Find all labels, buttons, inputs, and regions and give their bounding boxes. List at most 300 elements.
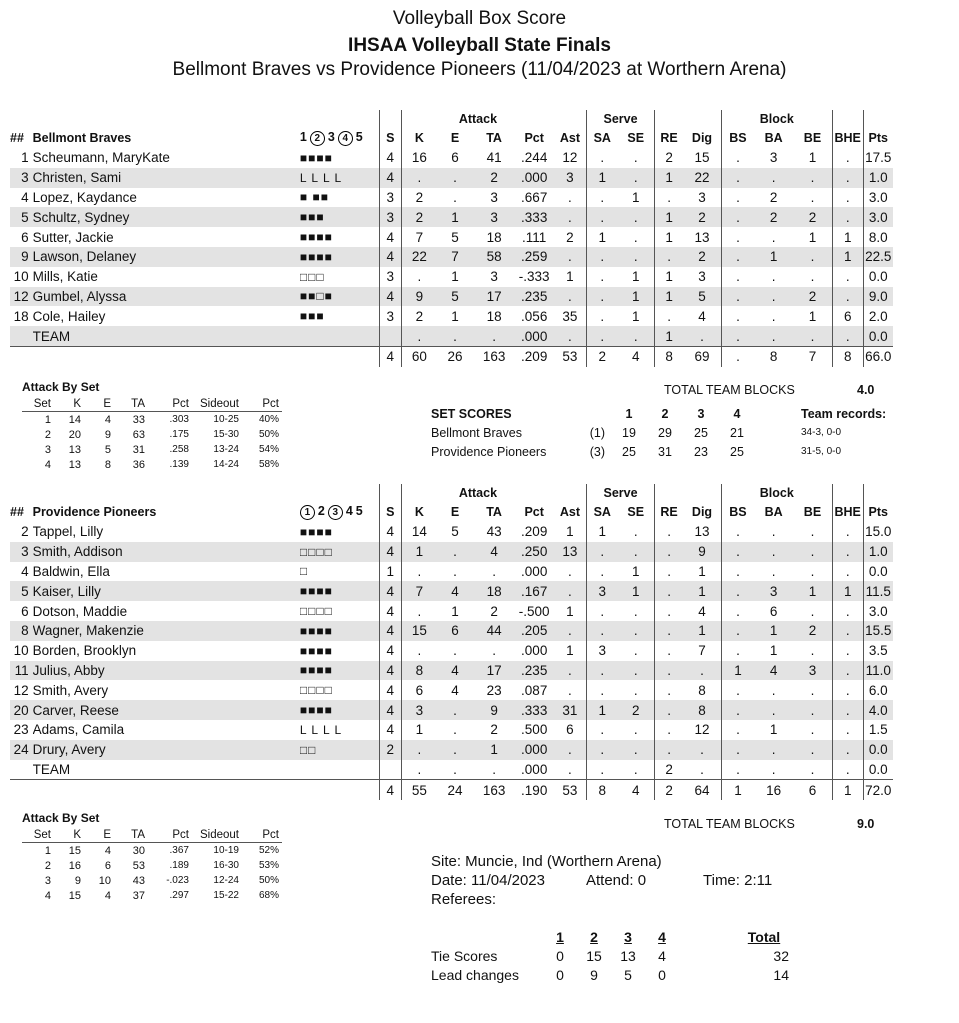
- attack-by-set-header: Pct: [148, 396, 192, 412]
- attack-by-set-cell: 20: [68, 428, 81, 441]
- stat-ba: .: [754, 287, 793, 307]
- stat-ba: .: [771, 269, 776, 285]
- positions-indicator: □□□: [299, 269, 325, 284]
- stat-s: 3: [379, 267, 402, 287]
- stat-sa: 1: [587, 168, 618, 188]
- stat-sa: .: [587, 247, 618, 267]
- player-row: [10, 760, 928, 780]
- attack-by-set-cell: 14-24: [213, 459, 239, 470]
- attack-by-set-cell: 2: [44, 859, 51, 872]
- tie-value: 0: [556, 966, 564, 983]
- team2-box: [10, 484, 928, 800]
- set-marker: 2: [317, 504, 325, 518]
- stat-bhe: .: [832, 760, 863, 780]
- stat-e: 1: [451, 308, 459, 324]
- attack-by-set-cell: 54%: [258, 444, 279, 455]
- stat-pct: .259: [515, 247, 554, 267]
- stat-re: 2: [654, 148, 683, 168]
- stat-be: .: [793, 542, 832, 562]
- attack-by-set-cell: 37: [132, 889, 145, 902]
- positions-indicator: □□□□: [299, 604, 333, 619]
- stat-pct: .000: [521, 563, 548, 579]
- attack-by-set-cell: 36: [132, 458, 145, 471]
- player-name: TEAM: [32, 761, 71, 777]
- stat-pts: 11.0: [863, 661, 893, 681]
- player-row: [10, 641, 928, 661]
- attack-by-set-row: [22, 843, 282, 859]
- set-played-marker: 4: [338, 131, 353, 146]
- stat-ta: 18: [486, 308, 502, 324]
- total-s: 4: [379, 780, 402, 800]
- serve-group-header: Serve: [587, 484, 655, 502]
- attack-by-set-row: [22, 873, 282, 888]
- stat-dig: 22: [683, 168, 721, 188]
- attack-by-set-cell: 31: [132, 443, 145, 456]
- spacer: [33, 780, 300, 800]
- serve-group-header: Serve: [587, 110, 655, 128]
- stat-bhe: 6: [832, 306, 863, 326]
- stat-ba: .: [771, 524, 776, 540]
- set-marker: 3: [327, 130, 335, 144]
- stat-s: 4: [379, 247, 402, 267]
- tie-row-label: Lead changes: [431, 966, 519, 983]
- stat-sa: .: [587, 760, 618, 780]
- stat-ta: 44: [474, 621, 515, 641]
- stat-bs: .: [721, 720, 754, 740]
- player-name: Sutter, Jackie: [32, 229, 114, 245]
- team2-stats-table: [10, 484, 928, 800]
- tie-total: 14: [773, 966, 789, 983]
- number-header: ##: [10, 131, 24, 145]
- attack-by-set-cell: 58%: [258, 459, 279, 470]
- player-name: Dotson, Maddie: [32, 603, 128, 619]
- attack-by-set-cell: 1: [44, 413, 51, 426]
- set-header: 1: [625, 406, 633, 421]
- stat-e: 4: [437, 661, 474, 681]
- jersey-number: 11: [10, 661, 33, 681]
- stat-s: 4: [379, 720, 402, 740]
- column-header-sa: SA: [587, 128, 618, 148]
- attack-by-set-cell: 3: [44, 874, 51, 887]
- stat-bhe: .: [832, 621, 863, 641]
- tie-set-header: 4: [658, 928, 666, 945]
- total-sa: 8: [587, 780, 618, 800]
- player-name: Drury, Avery: [33, 740, 300, 760]
- attack-by-set-cell: 13: [68, 458, 81, 471]
- tie-total: 32: [773, 947, 789, 964]
- stat-ast: 1: [566, 603, 574, 619]
- stat-ba: 6: [769, 603, 778, 619]
- tie-value: 4: [658, 947, 666, 964]
- total-s: 4: [379, 346, 402, 366]
- stat-ta: 4: [474, 542, 515, 562]
- total-ba: 16: [754, 780, 793, 800]
- total-bs: 1: [721, 780, 754, 800]
- column-header-e: E: [450, 131, 460, 145]
- player-name: Cole, Hailey: [32, 308, 106, 324]
- positions-indicator: □□□□: [300, 542, 379, 562]
- stat-ast: 1: [566, 643, 574, 659]
- stat-re: .: [654, 661, 683, 681]
- attack-by-set-cell: 63: [132, 428, 145, 441]
- jersey-number: 1: [21, 150, 29, 166]
- player-row: [10, 680, 928, 700]
- stat-s: 4: [379, 227, 402, 247]
- stat-be: 1: [808, 150, 817, 166]
- player-row: [10, 247, 928, 267]
- stat-s: 4: [379, 522, 402, 542]
- attack-by-set-cell: 9: [104, 428, 111, 441]
- tie-set-header: 2: [590, 928, 598, 945]
- jersey-number: 9: [10, 247, 33, 267]
- stat-ba: 1: [754, 621, 793, 641]
- spacer: [300, 110, 379, 128]
- stat-bhe: .: [832, 168, 863, 188]
- stat-bs: .: [721, 247, 754, 267]
- player-name: Borden, Brooklyn: [32, 643, 137, 659]
- stat-be: .: [810, 643, 815, 659]
- set-score: 25: [694, 425, 708, 440]
- stat-ta: 18: [474, 581, 515, 601]
- stat-ba: .: [754, 542, 793, 562]
- total-team-blocks-value: 4.0: [857, 383, 875, 397]
- stat-pct: .209: [521, 524, 548, 540]
- spacer: [10, 110, 33, 128]
- set-marker: 1: [299, 130, 307, 144]
- stat-sa: .: [587, 306, 618, 326]
- stat-k: 2: [402, 306, 437, 326]
- stat-pts: 0.0: [863, 267, 893, 287]
- stat-s: 4: [379, 168, 402, 188]
- stat-s: 3: [379, 207, 402, 227]
- stat-pts: 0.0: [863, 740, 893, 760]
- stat-ast: 1: [566, 524, 574, 540]
- attack-by-set-header: Sideout: [192, 396, 242, 412]
- attack-by-set-header: E: [84, 827, 114, 843]
- stat-ast: 2: [566, 229, 574, 245]
- stat-ta: 41: [486, 150, 502, 166]
- stat-be: 1: [793, 581, 832, 601]
- stat-ta: .: [492, 563, 496, 579]
- attack-by-set-cell: 50%: [258, 429, 279, 440]
- attack-by-set-cell: 43: [132, 874, 145, 887]
- stat-re: 2: [654, 760, 683, 780]
- set-scores-table: [431, 404, 886, 461]
- player-name: Baldwin, Ella: [32, 563, 110, 579]
- stat-se: 1: [631, 189, 640, 205]
- stat-pct: .333: [515, 700, 554, 720]
- positions-indicator: ■■■■: [299, 524, 333, 539]
- stat-re: .: [654, 621, 683, 641]
- player-row: [10, 601, 928, 621]
- spacer: [863, 484, 893, 502]
- stat-bhe: .: [832, 287, 863, 307]
- total-sa: 2: [587, 346, 618, 366]
- stat-e: 6: [451, 150, 459, 166]
- attack-by-set-cell: 4: [104, 844, 111, 857]
- stat-ba: .: [771, 682, 776, 698]
- player-row: [10, 700, 928, 720]
- stat-dig: .: [683, 740, 721, 760]
- column-header-k: K: [402, 128, 437, 148]
- stat-bhe: .: [832, 148, 863, 168]
- stat-pct: .000: [515, 740, 554, 760]
- column-header-pct: Pct: [524, 505, 544, 519]
- stat-dig: 8: [683, 700, 721, 720]
- column-header-pts: Pts: [863, 502, 893, 522]
- stat-be: .: [810, 269, 815, 285]
- attack-by-set-row: [22, 457, 282, 472]
- player-row: [10, 562, 928, 582]
- stat-sa: 3: [587, 581, 618, 601]
- spacer: [300, 780, 379, 800]
- stat-be: 2: [793, 207, 832, 227]
- player-name: Smith, Avery: [32, 682, 109, 698]
- player-name: Schultz, Sydney: [33, 207, 300, 227]
- positions-indicator: ■■■: [300, 207, 379, 227]
- stat-e: 7: [437, 247, 474, 267]
- attack-by-set-cell: 52%: [258, 845, 279, 856]
- stat-k: .: [402, 760, 437, 780]
- stat-ta: .: [492, 761, 496, 777]
- stat-se: .: [617, 326, 654, 346]
- stat-pct: .205: [515, 621, 554, 641]
- column-header-k: K: [402, 502, 437, 522]
- set-played-marker: 1: [300, 505, 315, 520]
- stat-s: 4: [379, 542, 402, 562]
- stat-k: 14: [402, 522, 437, 542]
- stat-e: .: [437, 168, 474, 188]
- total-be: 7: [793, 346, 832, 366]
- team-name: Providence Pioneers: [32, 505, 157, 519]
- stat-ta: .: [474, 326, 515, 346]
- player-row: [10, 188, 928, 208]
- player-row: [10, 621, 928, 641]
- stat-ba: .: [771, 229, 776, 245]
- stat-bs: .: [721, 581, 754, 601]
- attack-group-header: Attack: [402, 110, 554, 128]
- stat-dig: 8: [698, 682, 706, 698]
- column-header-re: RE: [654, 128, 683, 148]
- attack-by-set-header: Pct: [148, 827, 192, 843]
- stat-ba: 1: [769, 722, 778, 738]
- jersey-number: 20: [10, 700, 33, 720]
- positions-indicator: □□□□: [299, 683, 333, 698]
- stat-pts: 3.5: [863, 641, 893, 661]
- column-header-ba: BA: [764, 131, 783, 145]
- player-name: Mills, Katie: [32, 269, 98, 285]
- stat-sa: 1: [587, 700, 618, 720]
- attack-by-set-cell: 13-24: [213, 444, 239, 455]
- stat-ta: 9: [474, 700, 515, 720]
- stat-se: .: [617, 247, 654, 267]
- stat-s: 4: [379, 700, 402, 720]
- attack-by-set-cell: 15: [68, 889, 81, 902]
- total-k: 55: [402, 780, 437, 800]
- stat-ast: .: [554, 207, 587, 227]
- stat-ast: 3: [554, 168, 587, 188]
- stat-re: .: [654, 641, 683, 661]
- jersey-number: 4: [21, 189, 29, 205]
- attack-by-set-cell: 10: [98, 874, 111, 887]
- attack-by-set-cell: 15: [68, 844, 81, 857]
- total-ta: 163: [474, 780, 515, 800]
- total-re: 2: [654, 780, 683, 800]
- positions-indicator: ■■■■: [299, 150, 333, 165]
- stat-ta: 2: [490, 722, 498, 738]
- stat-bs: .: [721, 700, 754, 720]
- positions-indicator: ■■□■: [300, 287, 379, 307]
- stat-e: .: [453, 643, 457, 659]
- stat-pts: 8.0: [863, 227, 893, 247]
- set-score: 31: [658, 444, 672, 459]
- stat-se: .: [617, 207, 654, 227]
- stat-be: .: [810, 563, 815, 579]
- stat-re: 1: [654, 207, 683, 227]
- stat-pts: 15.5: [863, 621, 893, 641]
- stat-k: .: [402, 267, 437, 287]
- attack-by-set-cell: 5: [104, 443, 111, 456]
- attack-by-set-title: Attack By Set: [22, 380, 100, 394]
- stat-re: .: [654, 720, 683, 740]
- stat-be: .: [793, 326, 832, 346]
- team-name: Bellmont Braves: [32, 131, 132, 145]
- stat-s: 4: [379, 601, 402, 621]
- stat-ba: 1: [754, 247, 793, 267]
- set-markers: [300, 128, 379, 148]
- attack-by-set-cell: 68%: [258, 890, 279, 901]
- attendance: Attend: 0: [586, 872, 647, 889]
- attack-by-set-cell: 15-30: [213, 429, 239, 440]
- site-line: Site: Muncie, Ind (Worthern Arena): [431, 853, 662, 870]
- stat-bs: .: [721, 267, 754, 287]
- stat-s: [379, 760, 402, 780]
- stat-se: 1: [631, 269, 640, 285]
- stat-k: 7: [402, 581, 437, 601]
- stat-be: .: [810, 761, 815, 777]
- tie-set-header: 1: [556, 928, 564, 945]
- stat-dig: 13: [694, 524, 710, 540]
- player-row: [10, 267, 928, 287]
- total-pts: 66.0: [863, 346, 893, 366]
- attack-by-set-cell: 8: [104, 458, 111, 471]
- spacer: [10, 346, 33, 366]
- stat-s: 1: [379, 562, 402, 582]
- column-header-re: RE: [654, 502, 683, 522]
- stat-dig: 5: [683, 287, 721, 307]
- attack-by-set-cell: 4: [104, 413, 111, 426]
- stat-ast: .: [554, 740, 587, 760]
- set-score: 29: [658, 425, 672, 440]
- stat-pct: .500: [521, 722, 548, 738]
- attack-by-set-header: TA: [114, 827, 148, 843]
- stat-re: 1: [654, 227, 683, 247]
- player-name: Gumbel, Alyssa: [33, 287, 300, 307]
- set-score-team: Providence Pioneers: [431, 444, 547, 459]
- stat-k: .: [402, 326, 437, 346]
- set-marker: 5: [355, 504, 363, 518]
- stat-pts: 4.0: [863, 700, 893, 720]
- jersey-number: 6: [21, 603, 29, 619]
- player-name: Carver, Reese: [33, 700, 300, 720]
- set-header: 2: [661, 406, 669, 421]
- total-se: 4: [617, 780, 654, 800]
- attack-by-set-row: [22, 412, 282, 428]
- attack-by-set-cell: 4: [44, 458, 51, 471]
- attack-by-set-cell: 12-24: [213, 875, 239, 886]
- stat-pct: .000: [521, 761, 548, 777]
- attack-by-set-header: Pct: [242, 827, 282, 843]
- attack-by-set-cell: .175: [169, 429, 189, 440]
- block-group-header: Block: [721, 110, 832, 128]
- stat-pts: 1.5: [863, 720, 893, 740]
- stat-pts: 1.0: [863, 542, 893, 562]
- jersey-number: 2: [21, 524, 29, 540]
- stat-pct: .000: [515, 326, 554, 346]
- referees-line: Referees:: [431, 891, 497, 908]
- stat-ta: 3: [490, 269, 498, 285]
- stat-be: .: [810, 524, 815, 540]
- positions-indicator: ■■■■: [299, 643, 333, 658]
- team1-total-team-blocks: [664, 383, 894, 397]
- stat-dig: 3: [698, 189, 706, 205]
- stat-s: 4: [379, 148, 402, 168]
- player-row: [10, 227, 928, 247]
- stat-ba: 2: [754, 207, 793, 227]
- stat-ast: .: [554, 621, 587, 641]
- tie-row-label: Tie Scores: [431, 947, 498, 964]
- spacer: [863, 110, 893, 128]
- stat-ta: 17: [474, 287, 515, 307]
- tie-value: 15: [586, 947, 602, 964]
- total-ast: 53: [554, 780, 587, 800]
- spacer: [683, 110, 721, 128]
- player-row: [10, 661, 928, 681]
- stat-be: .: [810, 722, 815, 738]
- set-played-marker: 2: [310, 131, 325, 146]
- attack-by-set-cell: 53%: [258, 860, 279, 871]
- jersey-number: 10: [13, 269, 29, 285]
- stat-bs: .: [721, 760, 754, 780]
- total-ta: 163: [474, 346, 515, 366]
- positions-indicator: ■■■■: [300, 581, 379, 601]
- positions-indicator: ■■■■: [300, 700, 379, 720]
- attack-by-set-cell: 40%: [258, 414, 279, 425]
- stat-bs: .: [721, 562, 754, 582]
- column-header-be: BE: [803, 131, 822, 145]
- attack-by-set-header: E: [84, 396, 114, 412]
- stat-bs: .: [721, 306, 754, 326]
- column-header-bhe: BHE: [832, 502, 863, 522]
- stat-sa: .: [587, 720, 618, 740]
- jersey-number: 3: [10, 168, 33, 188]
- positions-indicator: [300, 760, 379, 780]
- jersey-number: 5: [10, 581, 33, 601]
- attack-by-set-header: Set: [22, 396, 54, 412]
- stat-ta: 43: [486, 524, 502, 540]
- set-score: 21: [730, 425, 744, 440]
- stat-re: .: [654, 188, 683, 208]
- event-title: IHSAA Volleyball State Finals: [348, 35, 611, 56]
- stat-dig: 4: [698, 603, 706, 619]
- stat-sa: .: [587, 542, 618, 562]
- stat-se: .: [633, 229, 638, 245]
- stat-se: .: [633, 643, 638, 659]
- attack-by-set-cell: .367: [169, 845, 189, 856]
- stat-pts: 6.0: [863, 680, 893, 700]
- stat-ast: .: [554, 661, 587, 681]
- stat-be: 3: [793, 661, 832, 681]
